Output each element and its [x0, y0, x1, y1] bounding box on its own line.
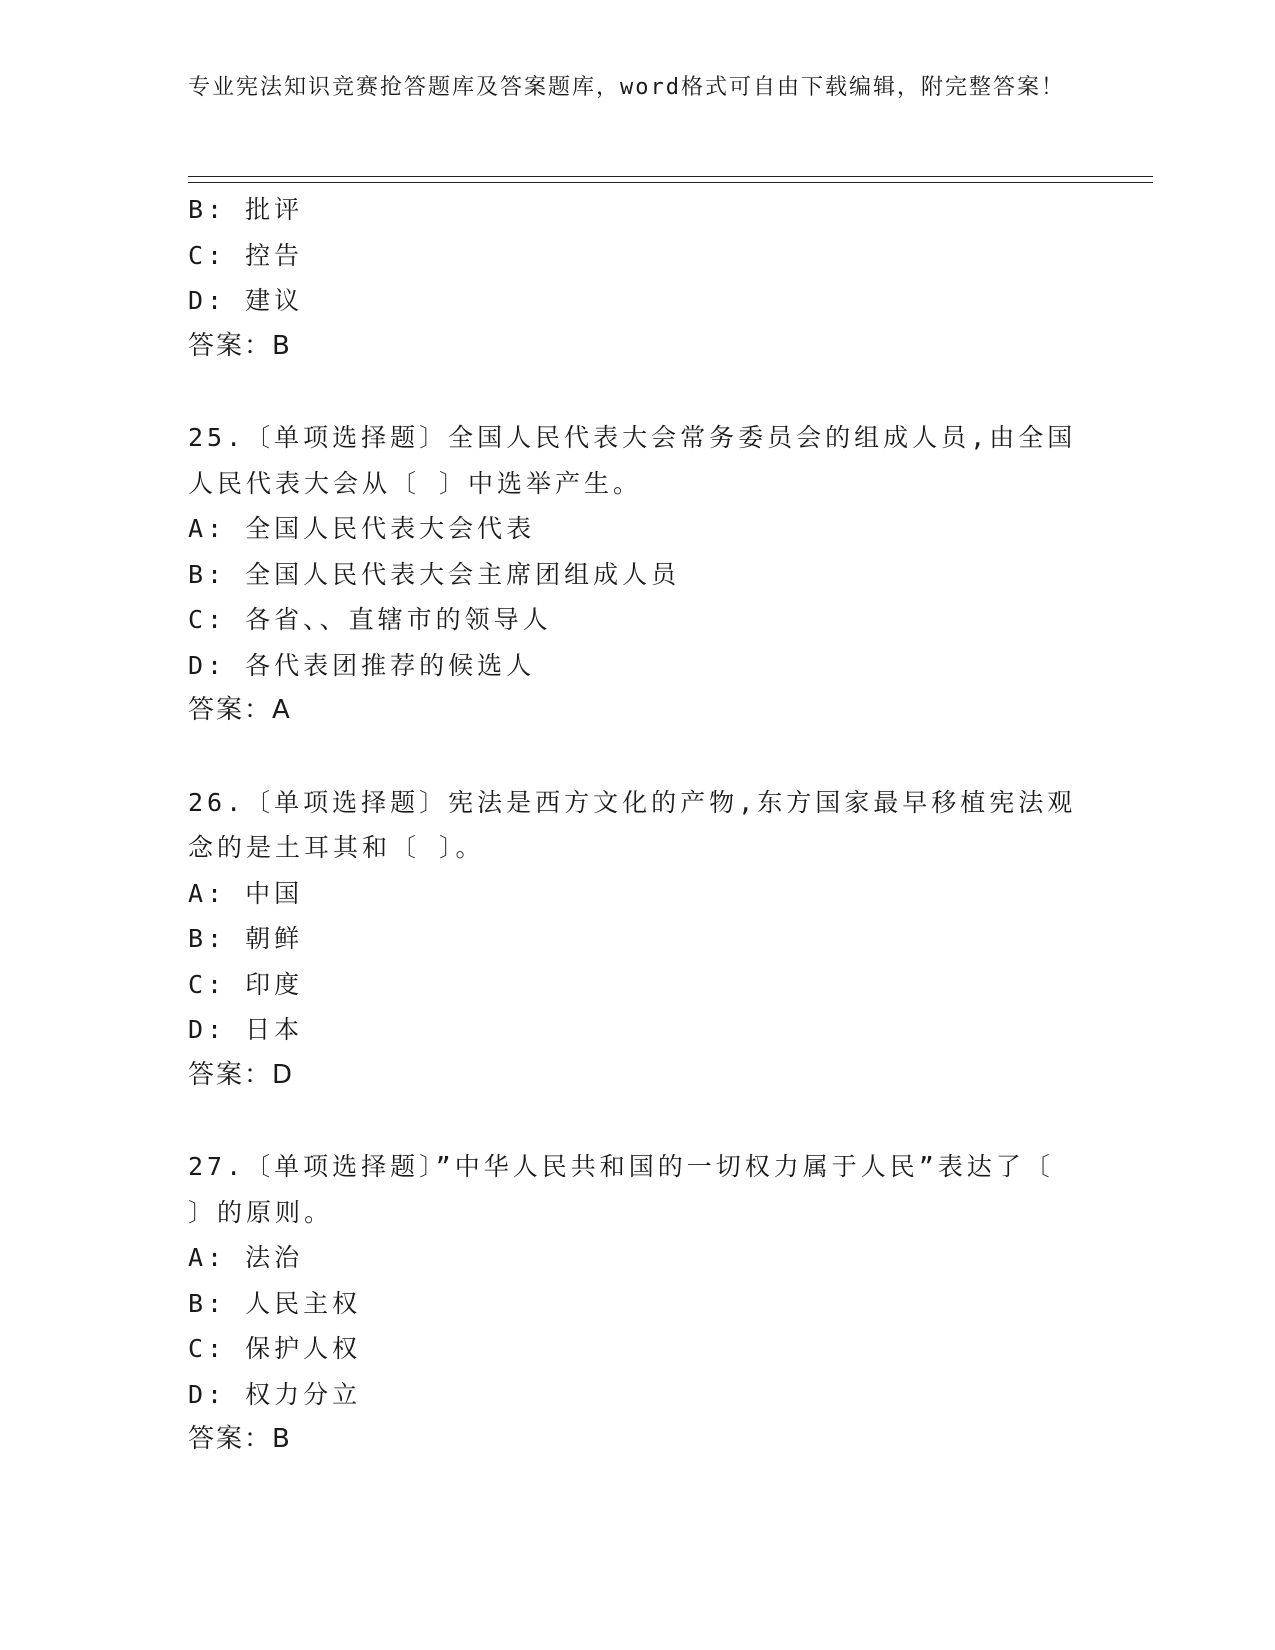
option-c: C: 控告	[188, 240, 304, 270]
question-25	[188, 415, 1088, 734]
page-header: 专业宪法知识竞赛抢答题库及答案题库，word格式可自由下载编辑，附完整答案！	[188, 75, 1065, 100]
question-stem-line: 〕的原则。	[188, 1197, 334, 1227]
question-stem-line: 25.〔单项选择题〕全国人民代表大会常务委员会的组成人员,由全国	[188, 423, 1077, 452]
option-b: B: 批评	[188, 195, 304, 224]
document-body	[188, 187, 1088, 1463]
option-d: D: 权力分立	[188, 1379, 362, 1409]
answer-line: 答案：A	[188, 695, 292, 725]
spacer	[188, 734, 1088, 780]
option-c: C: 各省、、直辖市的领导人	[188, 605, 552, 634]
question-stem-line: 27.〔单项选择题〕”中华人民共和国的一切权力属于人民”表达了〔	[188, 1152, 1054, 1181]
header-divider-bottom	[188, 182, 1153, 183]
answer-line: 答案：B	[188, 330, 292, 361]
spacer	[188, 1098, 1088, 1144]
option-a: A: 法治	[188, 1243, 304, 1272]
option-b: B: 人民主权	[188, 1288, 362, 1318]
option-a: A: 中国	[188, 878, 304, 908]
question-stem-line: 人民代表大会从〔 〕中选举产生。	[188, 468, 643, 498]
answer-line: 答案：B	[188, 1424, 292, 1454]
question-stem-line: 念的是土耳其和〔 〕。	[188, 833, 485, 862]
question-27	[188, 1144, 1088, 1463]
prev-question-tail	[188, 187, 1088, 369]
question-stem-line: 26.〔单项选择题〕宪法是西方文化的产物,东方国家最早移植宪法观	[188, 787, 1077, 817]
option-b: B: 朝鲜	[188, 924, 304, 953]
option-d: D: 各代表团推荐的候选人	[188, 650, 536, 680]
option-d: D: 日本	[188, 1015, 304, 1044]
answer-line: 答案：D	[188, 1059, 295, 1090]
option-b: B: 全国人民代表大会主席团组成人员	[188, 559, 681, 589]
option-a: A: 全国人民代表大会代表	[188, 514, 536, 543]
header-divider-top	[188, 176, 1153, 177]
option-c: C: 保护人权	[188, 1334, 362, 1363]
question-26	[188, 780, 1088, 1099]
option-c: C: 印度	[188, 969, 304, 999]
option-d: D: 建议	[188, 286, 304, 315]
spacer	[188, 369, 1088, 415]
